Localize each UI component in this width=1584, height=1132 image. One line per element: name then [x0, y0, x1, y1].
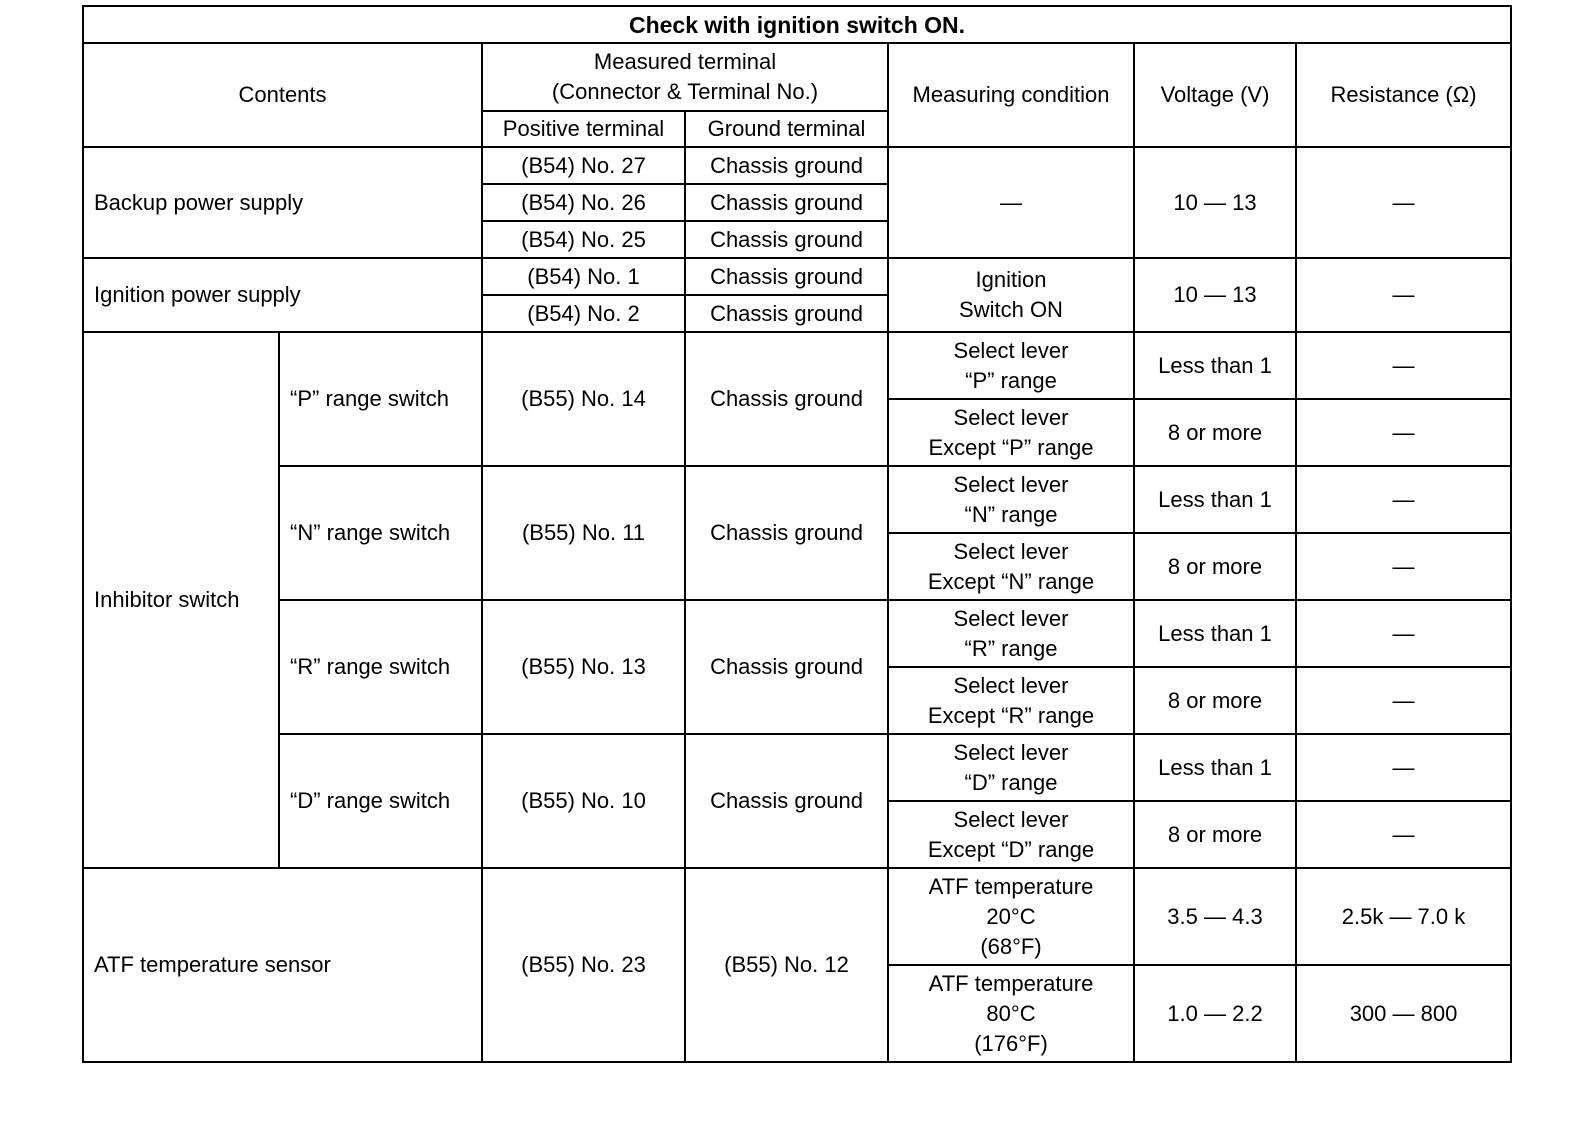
- ground-terminal-cell: (B55) No. 12: [685, 868, 888, 1062]
- measuring-condition-cell: ATF temperature 20°C (68°F): [888, 868, 1134, 965]
- positive-terminal-cell: (B55) No. 23: [482, 868, 685, 1062]
- ignition-power-label: Ignition power supply: [83, 258, 482, 332]
- ground-terminal-cell: Chassis ground: [685, 295, 888, 332]
- voltage-cell: 8 or more: [1134, 667, 1296, 734]
- ground-terminal-cell: Chassis ground: [685, 258, 888, 295]
- resistance-cell: —: [1296, 332, 1511, 399]
- measuring-condition-cell: Select lever “D” range: [888, 734, 1134, 801]
- backup-power-label: Backup power supply: [83, 147, 482, 258]
- resistance-cell: —: [1296, 533, 1511, 600]
- inspection-spec-table: [82, 5, 1512, 1063]
- resistance-cell: —: [1296, 147, 1511, 258]
- table-row: [83, 147, 1511, 184]
- voltage-cell: 8 or more: [1134, 399, 1296, 466]
- table-row: [83, 600, 1511, 667]
- resistance-cell: —: [1296, 258, 1511, 332]
- resistance-cell: —: [1296, 667, 1511, 734]
- positive-terminal-cell: (B55) No. 13: [482, 600, 685, 734]
- table-row: [83, 258, 1511, 295]
- measuring-condition-cell: ATF temperature 80°C (176°F): [888, 965, 1134, 1062]
- resistance-cell: —: [1296, 600, 1511, 667]
- voltage-cell: Less than 1: [1134, 466, 1296, 533]
- resistance-cell: 2.5k — 7.0 k: [1296, 868, 1511, 965]
- range-switch-label: “N” range switch: [279, 466, 482, 600]
- ground-terminal-cell: Chassis ground: [685, 600, 888, 734]
- table-title: Check with ignition switch ON.: [83, 6, 1511, 43]
- header-positive-terminal: Positive terminal: [482, 111, 685, 147]
- ground-terminal-cell: Chassis ground: [685, 147, 888, 184]
- range-switch-label: “R” range switch: [279, 600, 482, 734]
- voltage-cell: Less than 1: [1134, 734, 1296, 801]
- positive-terminal-cell: (B55) No. 11: [482, 466, 685, 600]
- atf-sensor-label: ATF temperature sensor: [83, 868, 482, 1062]
- voltage-cell: 8 or more: [1134, 801, 1296, 868]
- resistance-cell: —: [1296, 466, 1511, 533]
- positive-terminal-cell: (B55) No. 14: [482, 332, 685, 466]
- ground-terminal-cell: Chassis ground: [685, 221, 888, 258]
- inhibitor-switch-label: Inhibitor switch: [83, 332, 279, 868]
- positive-terminal-cell: (B54) No. 27: [482, 147, 685, 184]
- voltage-cell: 3.5 — 4.3: [1134, 868, 1296, 965]
- measuring-condition-cell: Select lever “R” range: [888, 600, 1134, 667]
- voltage-cell: 10 — 13: [1134, 147, 1296, 258]
- range-switch-label: “P” range switch: [279, 332, 482, 466]
- measuring-condition-cell: Select lever “N” range: [888, 466, 1134, 533]
- table-row: [83, 466, 1511, 533]
- measuring-condition-cell: Ignition Switch ON: [888, 258, 1134, 332]
- voltage-cell: 8 or more: [1134, 533, 1296, 600]
- header-ground-terminal: Ground terminal: [685, 111, 888, 147]
- voltage-cell: 10 — 13: [1134, 258, 1296, 332]
- positive-terminal-cell: (B54) No. 25: [482, 221, 685, 258]
- measuring-condition-cell: Select lever “P” range: [888, 332, 1134, 399]
- resistance-cell: —: [1296, 734, 1511, 801]
- table-row: [83, 734, 1511, 801]
- table-row: [83, 332, 1511, 399]
- measuring-condition-cell: Select lever Except “R” range: [888, 667, 1134, 734]
- positive-terminal-cell: (B54) No. 26: [482, 184, 685, 221]
- measuring-condition-cell: —: [888, 147, 1134, 258]
- header-measuring-condition: Measuring condition: [888, 43, 1134, 147]
- voltage-cell: Less than 1: [1134, 600, 1296, 667]
- ground-terminal-cell: Chassis ground: [685, 734, 888, 868]
- voltage-cell: 1.0 — 2.2: [1134, 965, 1296, 1062]
- header-voltage: Voltage (V): [1134, 43, 1296, 147]
- header-resistance: Resistance (Ω): [1296, 43, 1511, 147]
- positive-terminal-cell: (B54) No. 1: [482, 258, 685, 295]
- table-row: [83, 868, 1511, 965]
- measuring-condition-cell: Select lever Except “N” range: [888, 533, 1134, 600]
- ground-terminal-cell: Chassis ground: [685, 332, 888, 466]
- resistance-cell: —: [1296, 801, 1511, 868]
- ground-terminal-cell: Chassis ground: [685, 466, 888, 600]
- measuring-condition-cell: Select lever Except “D” range: [888, 801, 1134, 868]
- resistance-cell: 300 — 800: [1296, 965, 1511, 1062]
- range-switch-label: “D” range switch: [279, 734, 482, 868]
- header-measured-terminal: Measured terminal (Connector & Terminal No.): [482, 43, 888, 111]
- voltage-cell: Less than 1: [1134, 332, 1296, 399]
- header-contents: Contents: [83, 43, 482, 147]
- ground-terminal-cell: Chassis ground: [685, 184, 888, 221]
- positive-terminal-cell: (B55) No. 10: [482, 734, 685, 868]
- measuring-condition-cell: Select lever Except “P” range: [888, 399, 1134, 466]
- positive-terminal-cell: (B54) No. 2: [482, 295, 685, 332]
- resistance-cell: —: [1296, 399, 1511, 466]
